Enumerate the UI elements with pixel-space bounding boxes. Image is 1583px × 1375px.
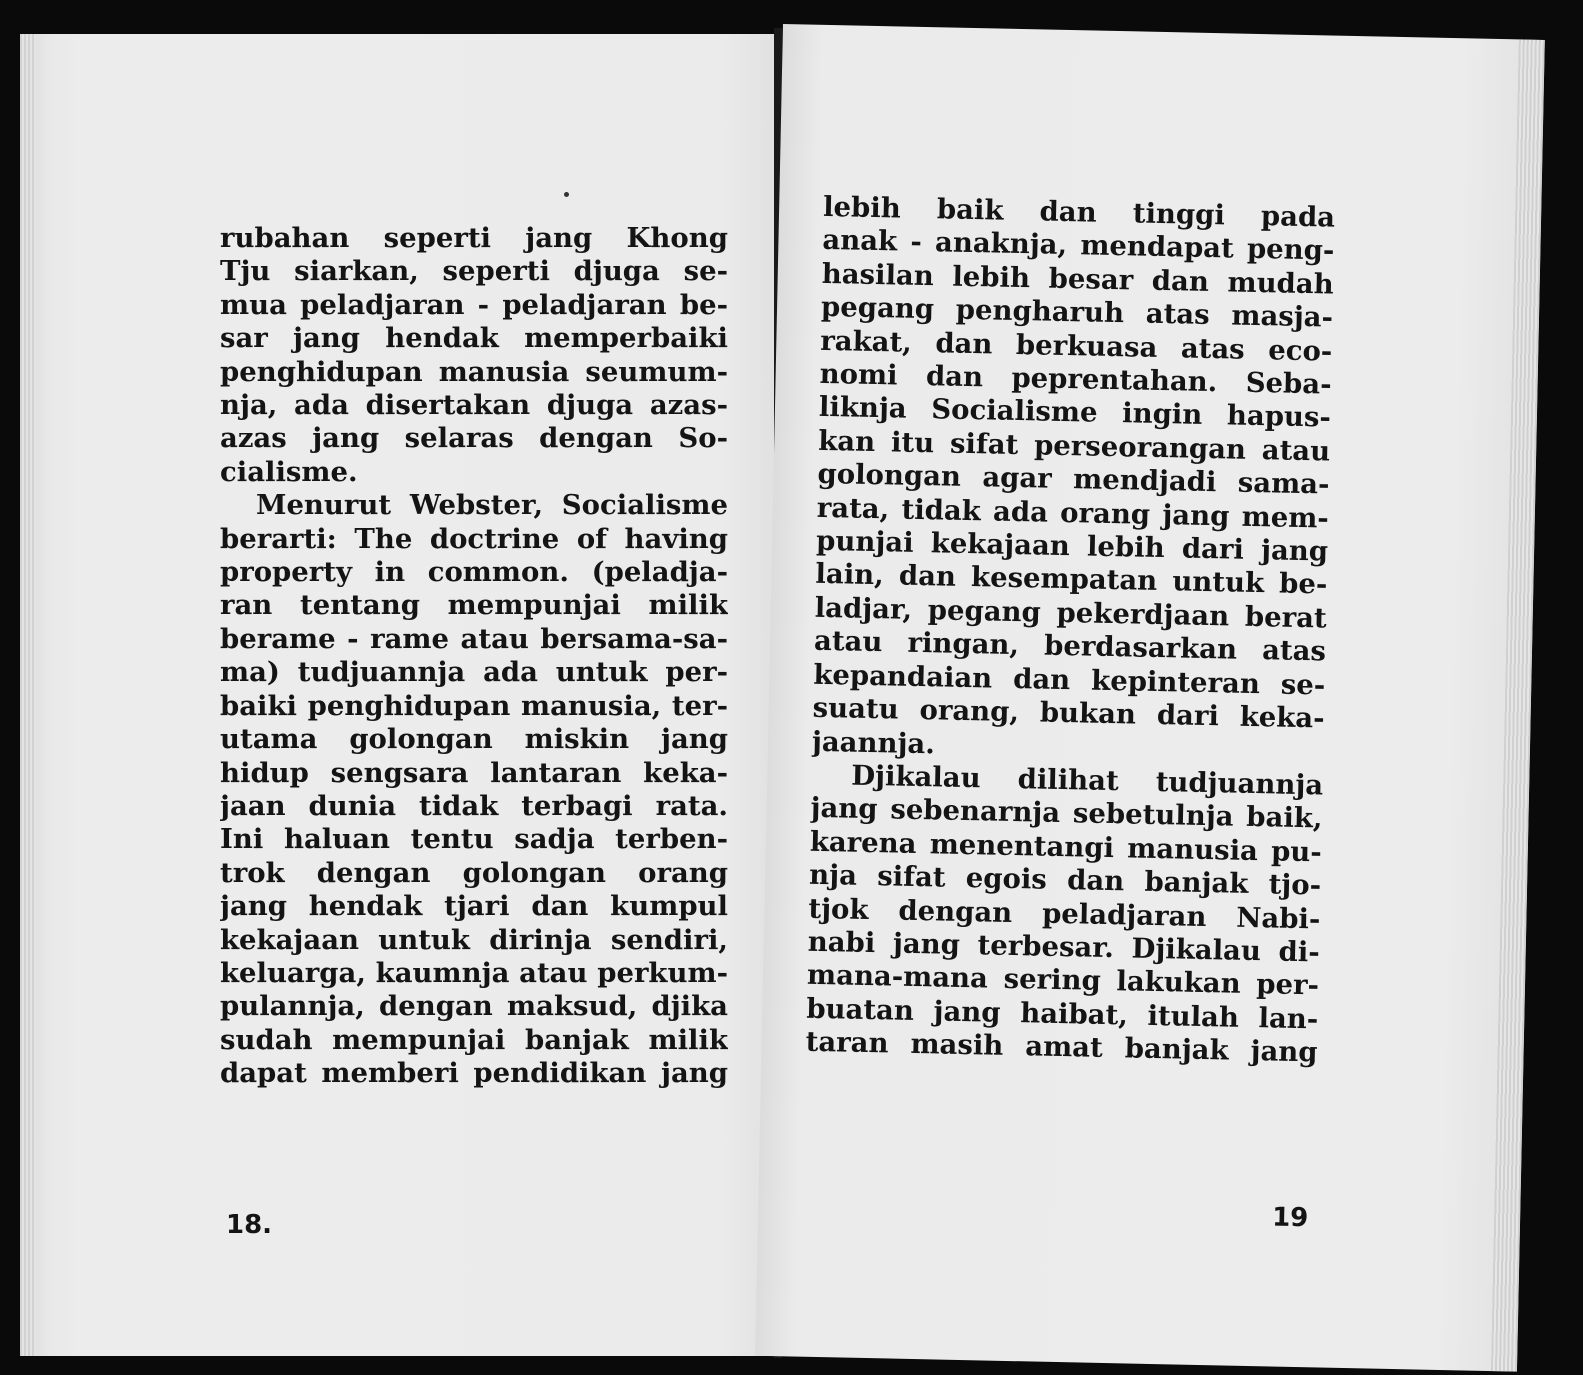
text-line: jang sebenarnja sebetulnja baik, [810,792,1323,835]
left-page-text [220,222,728,1091]
text-line: nja sifat egois dan banjak tjo- [808,858,1322,902]
text-line: lain, dan kesempatan untuk be- [815,558,1328,601]
text-line: baiki penghidupan manusia, ter- [220,689,728,722]
text-line: berarti: The doctrine of having [220,522,728,555]
text-line: suatu orang, bukan dari keka- [812,691,1325,735]
text-line: hasilan lebih besar dan mudah [821,257,1335,301]
text-line: tjok dengan peladjaran Nabi- [808,892,1321,935]
text-line: keluarga, kaumnja atau perkum- [220,956,728,989]
text-line: liknja Socialisme ingin hapus- [818,391,1332,434]
right-page [755,24,1545,1372]
text-line: ran tentang mempunjai milik [220,589,728,622]
text-line: jaan dunia tidak terbagi rata. [220,789,728,822]
text-line: kekajaan untuk dirinja sendiri, [220,923,728,956]
text-line: Ini haluan tentu sadja terben- [220,823,728,856]
text-line: mua peladjaran - peladjaran be- [220,288,728,321]
text-line: nomi dan peprentahan. Seba- [819,357,1332,401]
text-line: azas jang selaras dengan So- [220,422,728,455]
text-line: Menurut Webster, Socialisme [256,489,728,522]
right-page-edges [1491,39,1545,1371]
text-line: anak - anaknja, mendapat peng- [822,224,1335,267]
text-line: rakat, dan berkuasa atas eco- [820,324,1333,368]
text-line: lebih baik dan tinggi pada [822,190,1336,234]
text-line: rata, tidak ada orang jang mem- [816,491,1330,535]
text-line: hidup sengsara lantaran keka- [220,756,728,789]
text-line: jaannja. [811,725,936,760]
text-line: penghidupan manusia seumum- [220,355,728,388]
text-line: Djikalau dilihat tudjuannja [850,759,1324,802]
text-line: trok dengan golongan orang [220,856,728,889]
text-line: kepandaian dan kepinteran se- [813,658,1326,702]
text-line: golongan agar mendjadi sama- [817,458,1330,501]
text-line: ma) tudjuannja ada untuk per- [220,656,728,689]
text-line: nja, ada disertakan djuga azas- [220,389,728,422]
text-line: sar jang hendak memperbaiki [220,322,728,355]
left-page [20,34,778,1356]
text-line: ladjar, pegang pekerdjaan berat [814,591,1328,635]
text-line: punjai kekajaan lebih dari jang [815,524,1329,568]
text-line: jang hendak tjari dan kumpul [220,890,728,923]
text-line: karena menentangi manusia pu- [809,825,1323,869]
page-number: 19 [1271,1202,1309,1234]
text-line: Tju siarkan, seperti djuga se- [220,255,728,288]
ink-speck [564,192,569,197]
text-line: pulannja, dengan maksud, djika [220,990,728,1023]
text-line: nabi jang terbesar. Djikalau di- [807,925,1321,969]
page-number: 18. [226,1210,273,1240]
text-line: dapat memberi pendidikan jang [220,1057,728,1090]
text-line: property in common. (peladja- [220,556,728,589]
text-line: cialisme. [220,455,358,488]
text-line: pegang pengharuh atas masja- [820,291,1334,334]
text-line: rubahan seperti jang Khong [220,222,728,254]
text-line: mana-mana sering lakukan per- [806,959,1320,1002]
text-line: buatan jang haibat, itulah lan- [806,992,1319,1036]
left-page-edges [20,34,36,1356]
text-line: berame - rame atau bersama-sa- [220,622,728,655]
text-line: taran masih amat banjak jang [805,1025,1318,1069]
text-line: utama golongan miskin jang [220,723,728,756]
text-line: atau ringan, berdasarkan atas [813,625,1327,668]
text-line: sudah mempunjai banjak milik [220,1023,728,1056]
text-line: kan itu sifat perseorangan atau [817,424,1331,468]
right-page-text [805,191,1335,1070]
